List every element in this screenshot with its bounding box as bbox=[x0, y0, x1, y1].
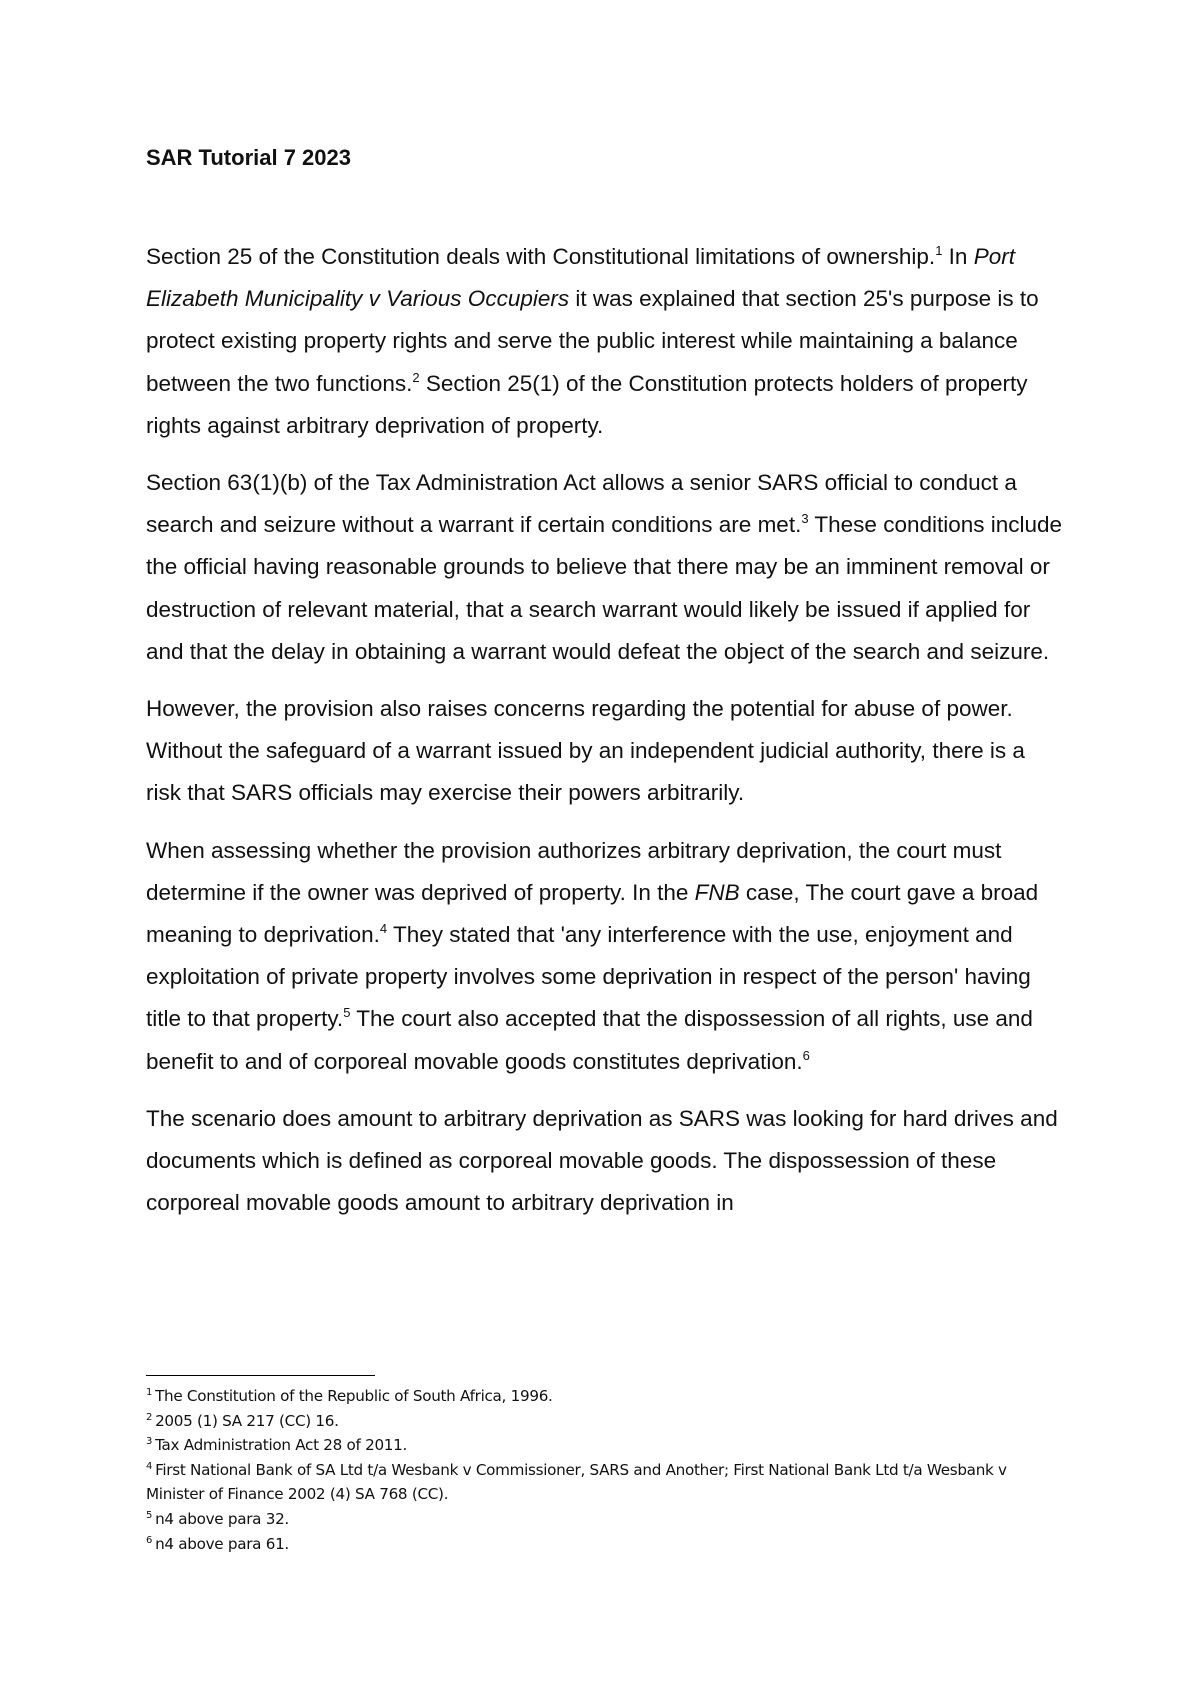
case-name: FNB bbox=[694, 879, 740, 905]
paragraph-1 bbox=[146, 236, 1066, 447]
footnote-4 bbox=[146, 1458, 1066, 1507]
case-name: Port Elizabeth Municipality v Various Occupiers bbox=[146, 244, 1015, 312]
text-run: Section 25 of the Constitution deals with Constitutional limitations of ownership. bbox=[146, 244, 936, 269]
footnote-ref-3[interactable]: 3 bbox=[801, 511, 809, 527]
text-run: They stated that 'any interference with the use, enjoyment and exploitation of private property involves some deprivation in respect of the person' having title to that property. bbox=[146, 922, 1031, 1032]
footnote-text: The Constitution of the Republic of South Africa, 1996. bbox=[155, 1387, 553, 1405]
text-run: These conditions include the official having reasonable grounds to believe that there may be an imminent removal or destruction of relevant material, that a search warrant would likely be issued if applied for and that the delay in obtaining a warrant would defeat the object of the search and seizure. bbox=[146, 512, 1063, 664]
footnote-ref-5[interactable]: 5 bbox=[343, 1005, 351, 1021]
paragraph-4 bbox=[146, 830, 1066, 1083]
footnote-text: n4 above para 61. bbox=[155, 1534, 289, 1553]
footnote-number: 5 bbox=[146, 1509, 153, 1521]
footnote-ref-6[interactable]: 6 bbox=[802, 1047, 810, 1063]
paragraph-3 bbox=[146, 688, 1066, 815]
text-run: it was explained that section 25's purpose is to protect existing property rights and serve the public interest while maintaining a balance between the two functions. bbox=[146, 286, 1039, 396]
footnote-number: 4 bbox=[146, 1460, 153, 1472]
footnote-5 bbox=[146, 1507, 1066, 1532]
paragraph-5 bbox=[146, 1098, 1066, 1225]
footnote-6 bbox=[146, 1532, 1066, 1557]
footnote-text: n4 above para 32. bbox=[155, 1509, 289, 1528]
text-run: Section 63(1)(b) of the Tax Administration Act allows a senior SARS official to conduct a search and seizure without a warrant if certain conditions are met. bbox=[146, 470, 1017, 538]
document-body bbox=[146, 236, 1066, 1239]
footnote-ref-2[interactable]: 2 bbox=[412, 369, 420, 385]
footnote-number: 6 bbox=[146, 1534, 153, 1546]
footnote-text: First National Bank of SA Ltd t/a Wesbank v Commissioner, SARS and Another; First National Bank Ltd t/a Wesbank v Minister of Finance 2002 (4) SA 768 (CC). bbox=[146, 1460, 1007, 1504]
text-run: case, The court gave a broad meaning to deprivation. bbox=[146, 879, 1039, 948]
footnote-number: 3 bbox=[146, 1436, 153, 1448]
text-run: In bbox=[942, 244, 974, 269]
text-run: The court also accepted that the dispossession of all rights, use and benefit to and of corporeal movable goods constitutes deprivation. bbox=[146, 1006, 1033, 1074]
footnote-text: 2005 (1) SA 217 (CC) 16. bbox=[155, 1411, 339, 1430]
footnote-3 bbox=[146, 1433, 1066, 1458]
footnote-ref-4[interactable]: 4 bbox=[379, 921, 388, 937]
text-run: Section 25(1) of the Constitution protects holders of property rights against arbitrary deprivation of property. bbox=[146, 370, 1028, 438]
footnote-number: 2 bbox=[146, 1411, 153, 1423]
paragraph-2 bbox=[146, 462, 1066, 673]
footnotes bbox=[146, 1384, 1066, 1556]
text-run: However, the provision also raises concerns regarding the potential for abuse of power. Without the safeguard of a warrant issued by an independent judicial authority, there is a risk that SARS officials may exercise their powers arbitrarily. bbox=[146, 696, 1025, 806]
document-title: SAR Tutorial 7 2023 bbox=[146, 145, 351, 170]
footnote-separator bbox=[146, 1375, 375, 1376]
footnote-text: Tax Administration Act 28 of 2011. bbox=[155, 1436, 408, 1455]
text-run: The scenario does amount to arbitrary deprivation as SARS was looking for hard drives and documents which is defined as corporeal movable goods. The dispossession of these corporeal movable goods amount to arbitrary deprivation in bbox=[146, 1105, 1058, 1216]
footnote-number: 1 bbox=[146, 1387, 153, 1398]
footnote-2 bbox=[146, 1409, 1066, 1434]
text-run: When assessing whether the provision authorizes arbitrary deprivation, the court must determine if the owner was deprived of property. In the bbox=[146, 837, 1002, 905]
footnote-ref-1[interactable]: 1 bbox=[935, 243, 943, 258]
footnote-1 bbox=[146, 1384, 1066, 1409]
